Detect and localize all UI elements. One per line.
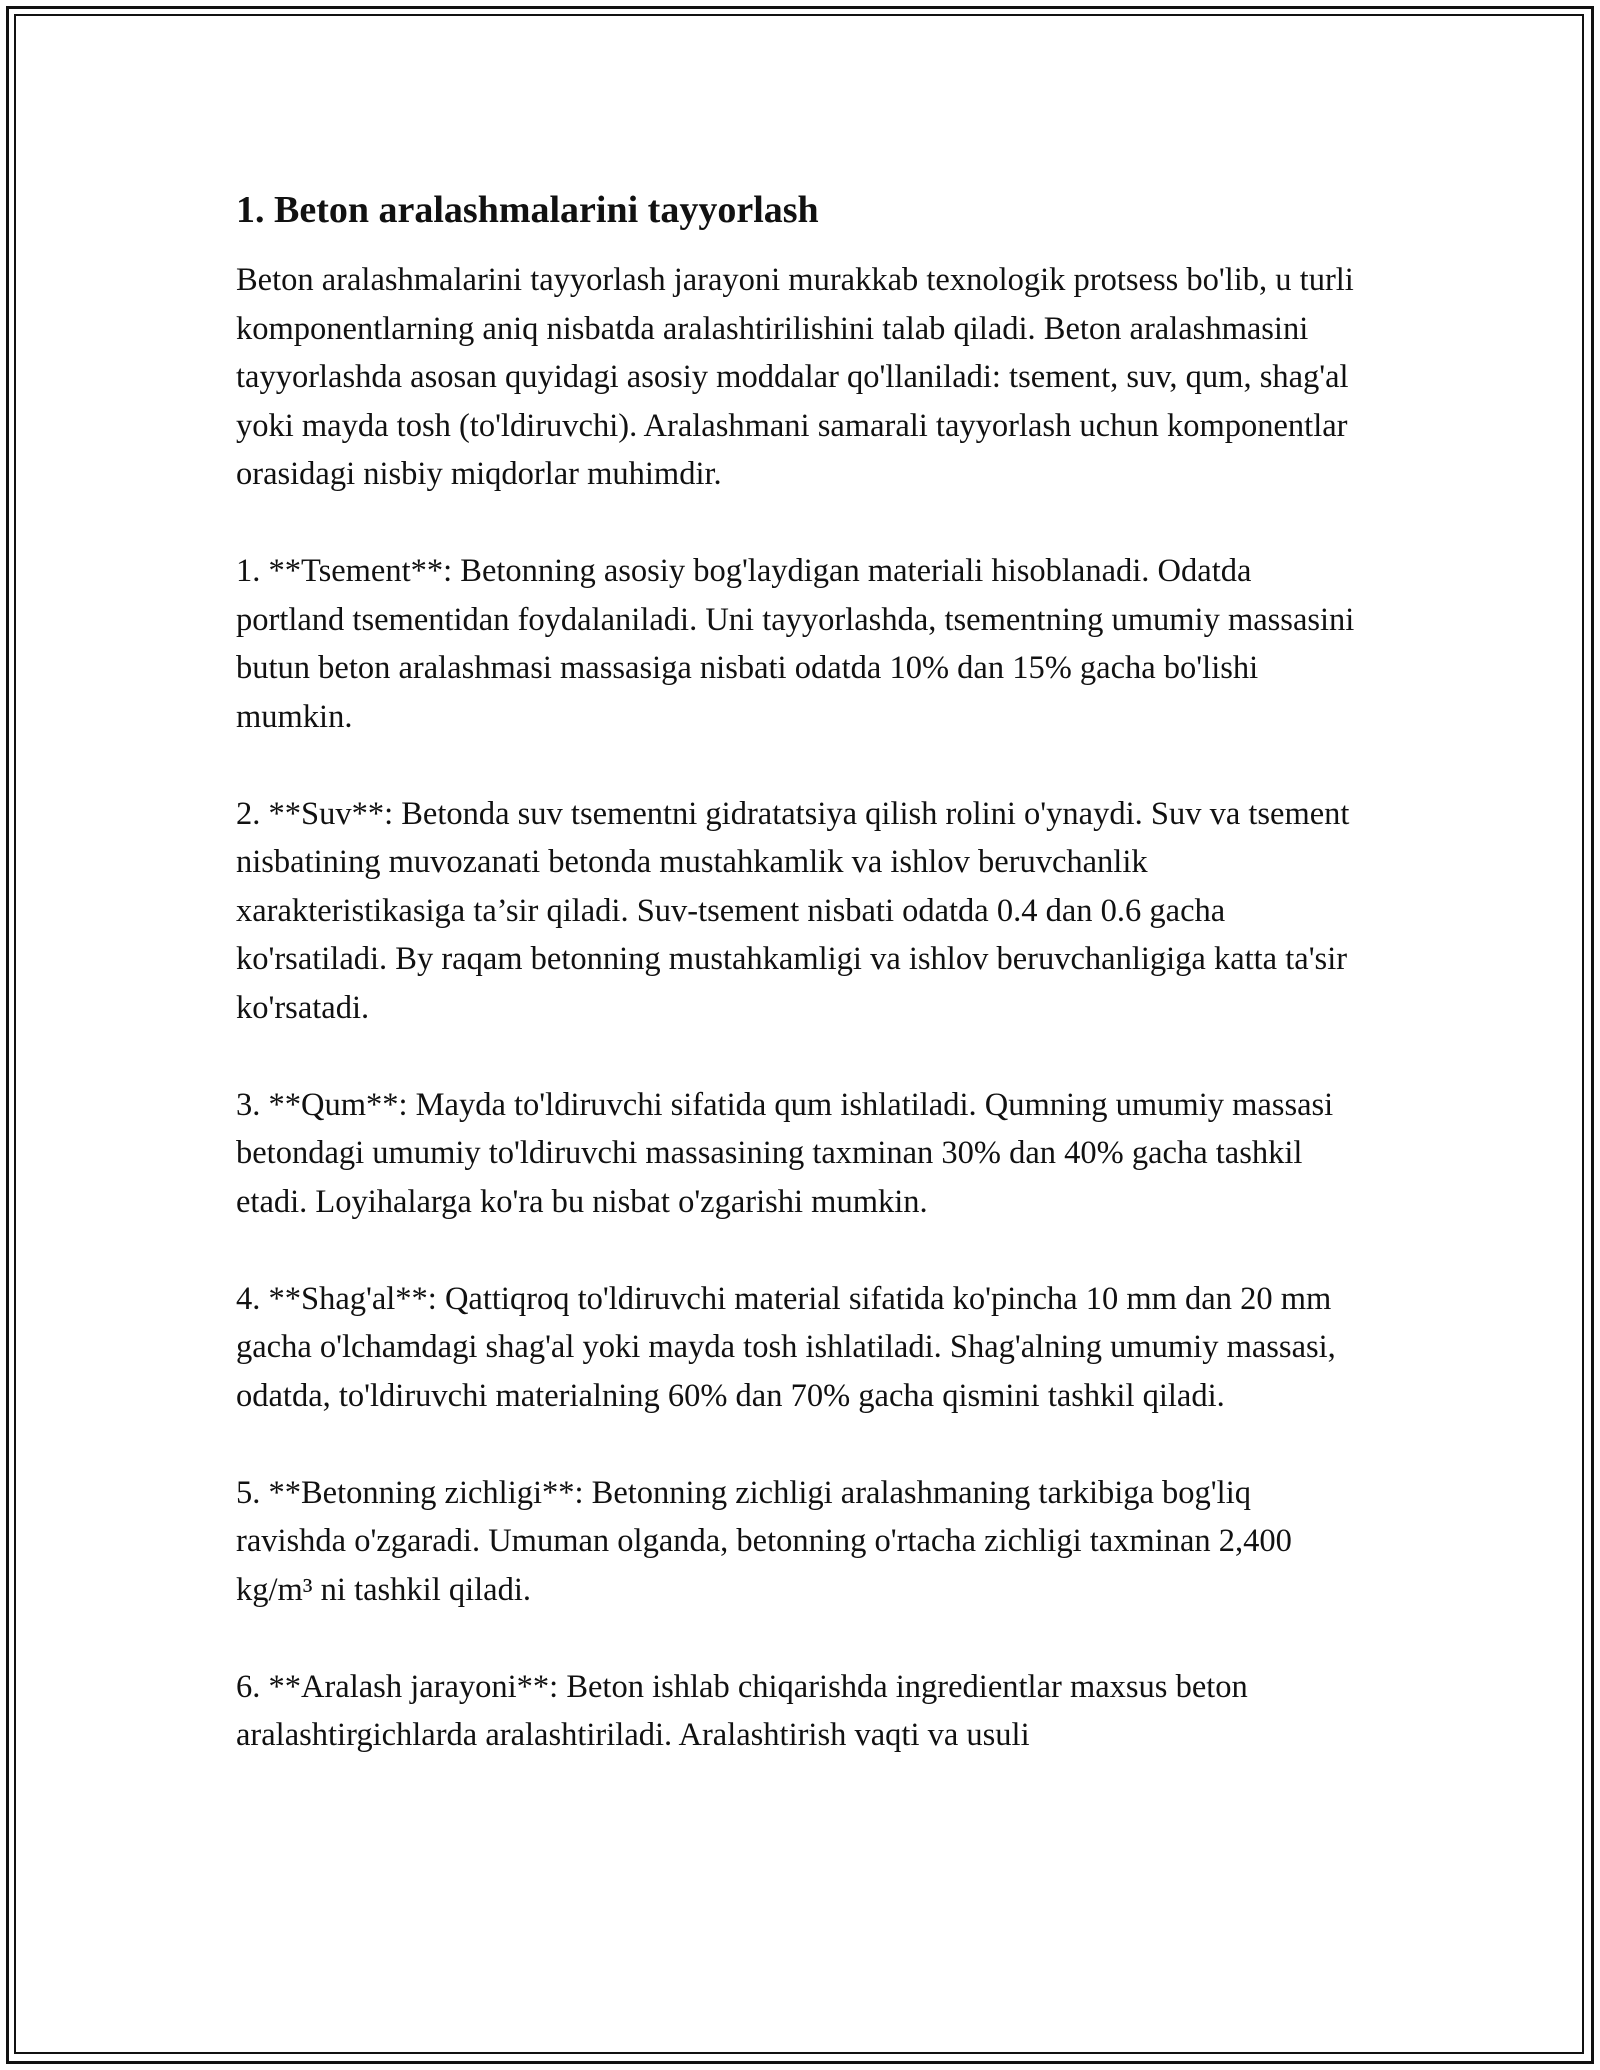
section-title: 1. Beton aralashmalarini tayyorlash [236, 189, 819, 231]
list-item-aralash-jarayoni: 6. **Aralash jarayoni**: Beton ishlab chiqarishda ingredientlar maxsus beton aralashtirgichlarda aralashtiriladi. Aralashtirish vaqti va usuli [236, 1668, 1248, 1753]
list-item-tsement: 1. **Tsement**: Betonning asosiy bog'laydigan materiali hisoblanadi. Odatda portland tsementidan foydalaniladi. Uni tayyorlashda, tsementning umumiy massasini butun beton aralashmasi massasiga nisbati odatda 10% dan 15% gacha bo'lishi mumkin. [236, 553, 1355, 735]
list-item-suv: 2. **Suv**: Betonda suv tsementni gidratatsiya qilish rolini o'ynaydi. Suv va tsement nisbatining muvozanati betonda mustahkamlik va ishlov beruvchanlik xarakteristikasiga ta’sir qiladi. Suv-tsement nisbati odatda 0.4 dan 0.6 gacha ko'rsatiladi. By raqam betonning mustahkamligi va ishlov beruvchanligiga katta ta'sir ko'rsatadi. [236, 795, 1350, 1026]
document-body [236, 186, 1366, 1760]
list-item-qum: 3. **Qum**: Mayda to'ldiruvchi sifatida qum ishlatiladi. Qumning umumiy massasi betondagi umumiy to'ldiruvchi massasining taxminan 30% dan 40% gacha tashkil etadi. Loyihalarga ko'ra bu nisbat o'zgarishi mumkin. [236, 1086, 1334, 1220]
intro-paragraph: Beton aralashmalarini tayyorlash jarayoni murakkab texnologik protsess bo'lib, u turli komponentlarning aniq nisbatda aralashtirilishini talab qiladi. Beton aralashmasini tayyorlashda asosan quyidagi asosiy moddalar qo'llaniladi: tsement, suv, qum, shag'al yoki mayda tosh (to'ldiruvchi). Aralashmani samarali tayyorlash uchun komponentlar orasidagi nisbiy miqdorlar muhimdir. [236, 262, 1354, 492]
list-item-shagal: 4. **Shag'al**: Qattiqroq to'ldiruvchi material sifatida ko'pincha 10 mm dan 20 mm gacha o'lchamdagi shag'al yoki mayda tosh ishlatiladi. Shag'alning umumiy massasi, odatda, to'ldiruvchi materialning 60% dan 70% gacha qismini tashkil qiladi. [236, 1280, 1336, 1414]
list-item-zichlik: 5. **Betonning zichligi**: Betonning zichligi aralashmaning tarkibiga bog'liq ravishda o'zgaradi. Umuman olganda, betonning o'rtacha zichligi taxminan 2,400 kg/m³ ni tashkil qiladi. [236, 1474, 1292, 1608]
